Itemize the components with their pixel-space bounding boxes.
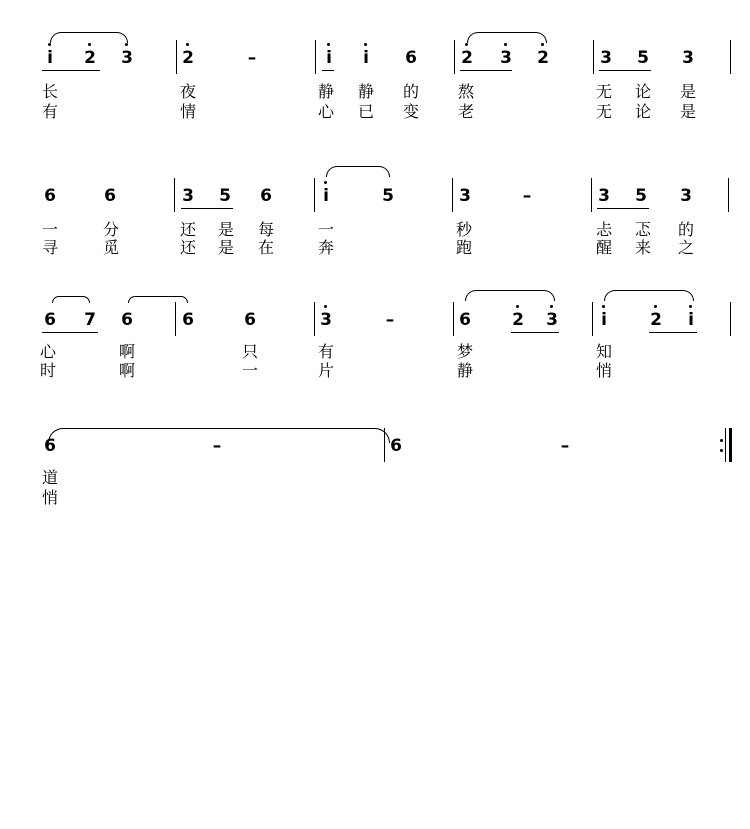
barline xyxy=(314,302,315,336)
lyric: 在 xyxy=(258,238,275,257)
note: 2 xyxy=(646,310,666,330)
underline xyxy=(597,208,649,209)
note: 3 xyxy=(542,310,562,330)
note: 2 xyxy=(80,48,100,68)
note: i xyxy=(40,48,60,68)
lyric: 还 xyxy=(180,238,197,257)
note: 5 xyxy=(637,48,649,68)
lyric: 论 xyxy=(635,102,652,121)
slur xyxy=(128,296,188,303)
lyric: 道 xyxy=(42,468,59,487)
note: 6 xyxy=(104,186,116,206)
lyric: 的 xyxy=(403,82,420,101)
barline xyxy=(453,302,454,336)
note: 6 xyxy=(44,310,56,330)
lyric: 长 xyxy=(42,82,59,101)
note: 2 xyxy=(533,48,553,68)
lyric: 有 xyxy=(42,102,59,121)
barline xyxy=(592,302,593,336)
note: 3 xyxy=(600,48,612,68)
lyric: 片 xyxy=(318,361,335,380)
underline xyxy=(649,332,697,333)
lyric: 觅 xyxy=(103,238,120,257)
underline xyxy=(42,332,98,333)
note: i xyxy=(356,48,376,68)
dash: – xyxy=(560,436,570,456)
note: 7 xyxy=(84,310,96,330)
barline xyxy=(175,302,176,336)
lyric: 一 xyxy=(242,361,259,380)
note: 6 xyxy=(182,310,194,330)
underline xyxy=(599,70,651,71)
lyric: 心 xyxy=(318,102,335,121)
note: 3 xyxy=(117,48,137,68)
note: 3 xyxy=(682,48,694,68)
dash: – xyxy=(212,436,222,456)
lyric: 无 xyxy=(596,102,613,121)
barline xyxy=(728,178,729,212)
note: i xyxy=(316,186,336,206)
note: 6 xyxy=(44,186,56,206)
barline xyxy=(593,40,594,74)
lyric: 秒 xyxy=(456,220,473,239)
lyric: 心 xyxy=(40,342,57,361)
lyric: 悄 xyxy=(42,488,59,507)
note: i xyxy=(319,48,339,68)
lyric: 寻 xyxy=(42,238,59,257)
barline xyxy=(176,40,177,74)
lyric: 奔 xyxy=(318,238,335,257)
lyric: 的 xyxy=(678,220,695,239)
lyric: 是 xyxy=(680,102,697,121)
lyric: 只 xyxy=(242,342,259,361)
lyric: 一 xyxy=(318,220,335,239)
note: 2 xyxy=(178,48,198,68)
dash: – xyxy=(247,48,257,68)
barline xyxy=(174,178,175,212)
note: 6 xyxy=(390,436,402,456)
barline xyxy=(452,178,453,212)
note: i xyxy=(594,310,614,330)
lyric: 夜 xyxy=(180,82,197,101)
lyric: 是 xyxy=(680,82,697,101)
note: 5 xyxy=(635,186,647,206)
lyric: 醒 xyxy=(596,238,613,257)
lyric: 无 xyxy=(596,82,613,101)
lyric: 一 xyxy=(42,220,59,239)
slur xyxy=(467,32,547,43)
note: i xyxy=(681,310,701,330)
lyric: 跑 xyxy=(456,238,473,257)
barline xyxy=(730,40,731,74)
note: 6 xyxy=(44,436,56,456)
barline xyxy=(730,302,731,336)
note: 2 xyxy=(508,310,528,330)
lyric: 已 xyxy=(358,102,375,121)
barline xyxy=(314,178,315,212)
lyric: 知 xyxy=(596,342,613,361)
lyric: 变 xyxy=(403,102,420,121)
underline xyxy=(181,208,233,209)
lyric: 啊 xyxy=(119,342,136,361)
lyric: 忑 xyxy=(635,220,652,239)
lyric: 来 xyxy=(635,238,652,257)
slur xyxy=(465,290,555,301)
slur xyxy=(50,32,128,43)
lyric: 静 xyxy=(457,361,474,380)
note: 6 xyxy=(405,48,417,68)
note: 3 xyxy=(598,186,610,206)
lyric: 静 xyxy=(358,82,375,101)
barline xyxy=(384,428,385,462)
note: 3 xyxy=(680,186,692,206)
slur xyxy=(326,166,390,177)
lyric: 还 xyxy=(180,220,197,239)
note: 6 xyxy=(459,310,471,330)
lyric: 老 xyxy=(458,102,475,121)
barline xyxy=(591,178,592,212)
note: 5 xyxy=(382,186,394,206)
lyric: 情 xyxy=(180,102,197,121)
note: 6 xyxy=(244,310,256,330)
lyric: 悄 xyxy=(596,361,613,380)
note: 6 xyxy=(260,186,272,206)
underline xyxy=(322,70,334,71)
lyric: 是 xyxy=(218,238,235,257)
lyric: 时 xyxy=(40,361,57,380)
lyric: 忐 xyxy=(596,220,613,239)
underline xyxy=(460,70,512,71)
note: 6 xyxy=(121,310,133,330)
note: 2 xyxy=(457,48,477,68)
lyric: 之 xyxy=(678,238,695,257)
lyric: 熬 xyxy=(458,82,475,101)
dash: – xyxy=(522,186,532,206)
note: 3 xyxy=(316,310,336,330)
note: 3 xyxy=(182,186,194,206)
slur xyxy=(52,296,90,303)
lyric: 每 xyxy=(258,220,275,239)
lyric: 是 xyxy=(218,220,235,239)
slur xyxy=(604,290,694,301)
note: 3 xyxy=(496,48,516,68)
lyric: 分 xyxy=(103,220,120,239)
underline xyxy=(42,70,100,71)
lyric: 论 xyxy=(635,82,652,101)
barline xyxy=(454,40,455,74)
underline xyxy=(511,332,559,333)
lyric: 有 xyxy=(318,342,335,361)
lyric: 梦 xyxy=(457,342,474,361)
barline xyxy=(315,40,316,74)
dash: – xyxy=(385,310,395,330)
note: 3 xyxy=(459,186,471,206)
note: 5 xyxy=(219,186,231,206)
lyric: 静 xyxy=(318,82,335,101)
lyric: 啊 xyxy=(119,361,136,380)
